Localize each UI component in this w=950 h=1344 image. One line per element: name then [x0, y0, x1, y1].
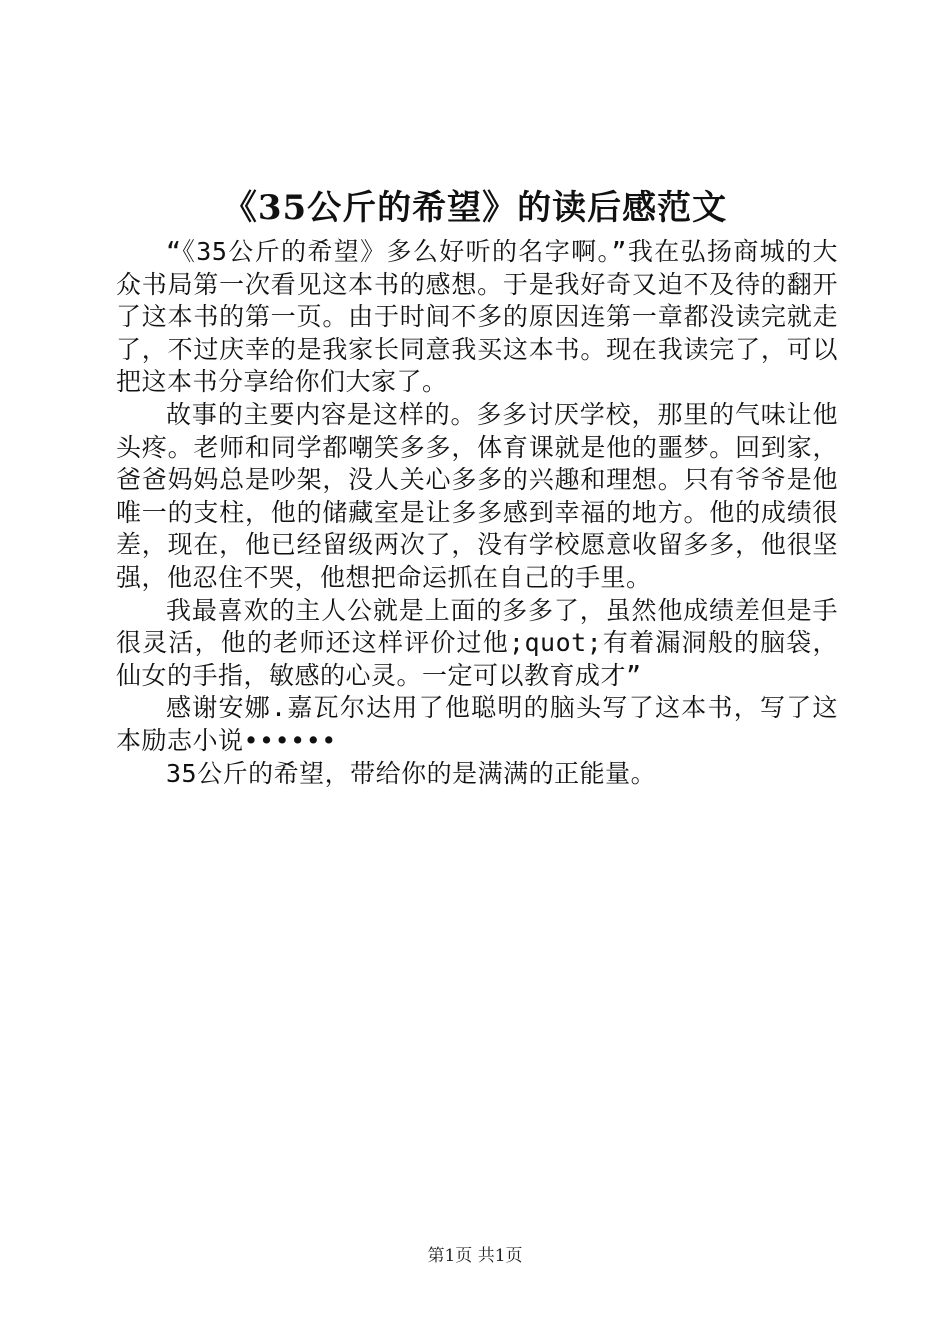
document-title: 《35公斤的希望》的读后感范文	[222, 188, 728, 228]
paragraph-4: 感谢安娜.嘉瓦尔达用了他聪明的脑头写了这本书，写了这本励志小说••••••	[116, 693, 838, 755]
paragraph-1: “《35公斤的希望》多么好听的名字啊。”我在弘扬商城的大众书局第一次看见这本书的感想。于是我好奇又迫不及待的翻开了这本书的第一页。由于时间不多的原因连第一章都没读完就走了，不过庆幸的是我家长同意我买这本书。现在我读完了，可以把这本书分享给你们大家了。	[116, 237, 838, 397]
paragraph-3: 我最喜欢的主人公就是上面的多多了，虽然他成绩差但是手很灵活，他的老师还这样评价过他;quot;有着漏洞般的脑袋，仙女的手指，敏感的心灵。一定可以教育成才”	[116, 595, 838, 690]
paragraph-2: 故事的主要内容是这样的。多多讨厌学校，那里的气味让他头疼。老师和同学都嘲笑多多，体育课就是他的噩梦。回到家，爸爸妈妈总是吵架，没人关心多多的兴趣和理想。只有爷爷是他唯一的支柱，他的储藏室是让多多感到幸福的地方。他的成绩很差，现在，他已经留级两次了，没有学校愿意收留多多，他很坚强，他忍住不哭，他想把命运抓在自己的手里。	[116, 399, 838, 592]
document-body	[116, 236, 838, 790]
page-number-footer: 第1页 共1页	[427, 1246, 523, 1266]
paragraph-5: 35公斤的希望，带给你的是满满的正能量。	[166, 758, 657, 788]
